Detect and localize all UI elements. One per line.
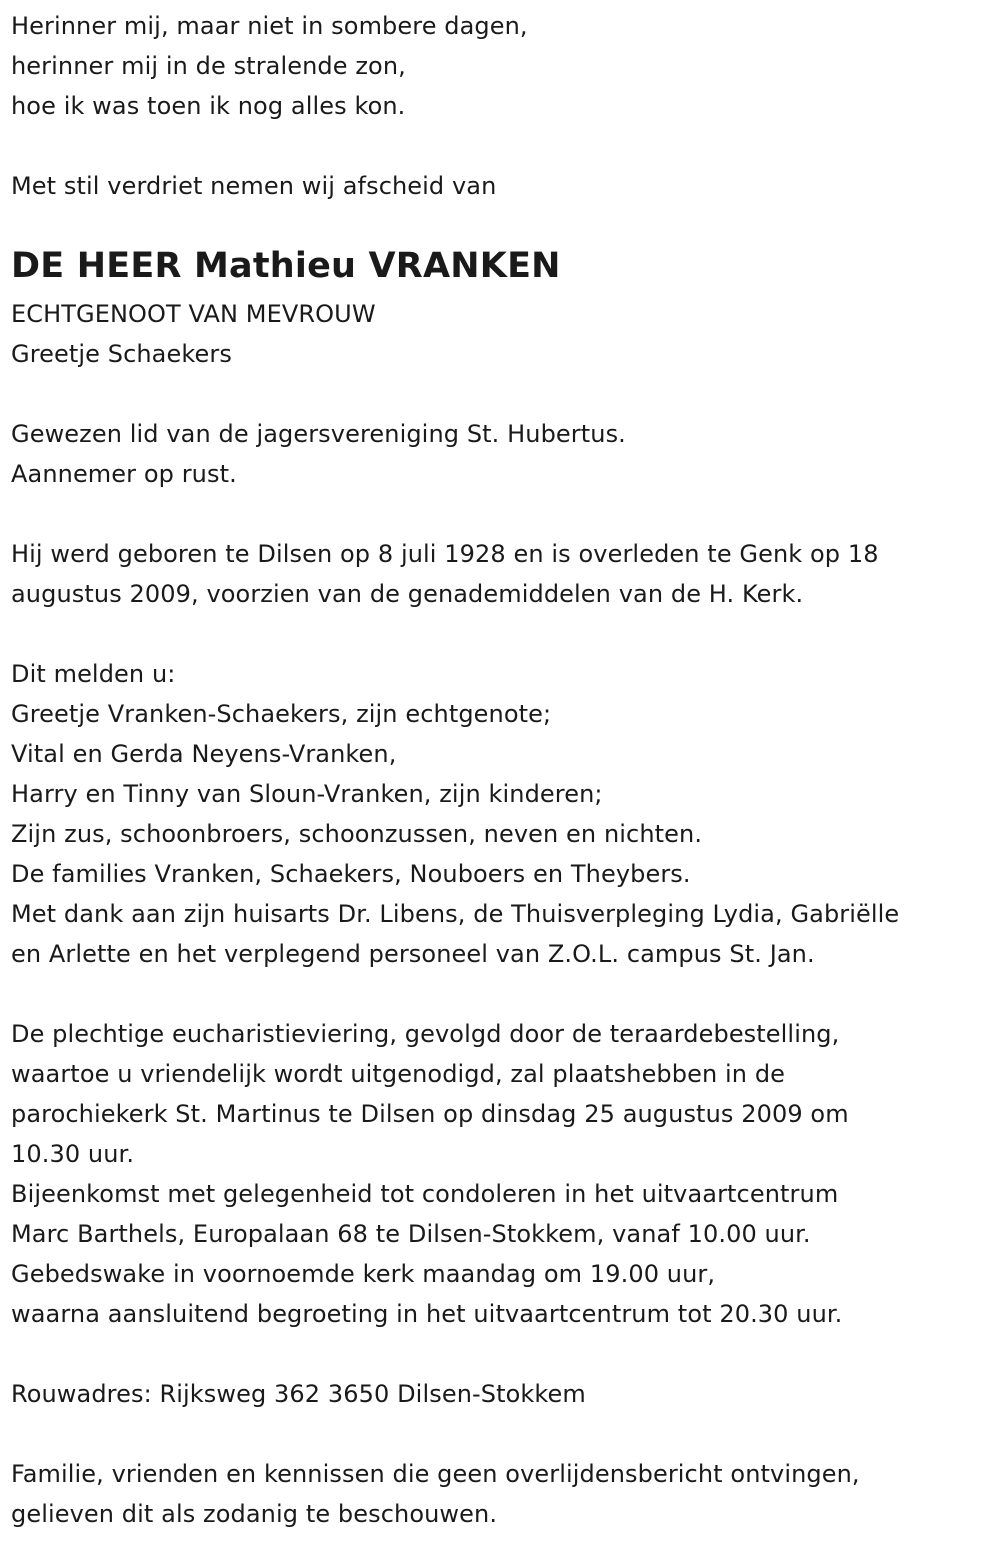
announcer-line: en Arlette en het verplegend personeel van Z.O.L. campus St. Jan.: [11, 940, 815, 968]
occupation-line: Aannemer op rust.: [11, 460, 237, 488]
poem-line: herinner mij in de stralende zon,: [11, 52, 406, 80]
closing-line: Familie, vrienden en kennissen die geen overlijdensbericht ontvingen,: [11, 1460, 860, 1488]
poem-line: Herinner mij, maar niet in sombere dagen,: [11, 12, 528, 40]
announcer-line: Greetje Vranken-Schaekers, zijn echtgenote;: [11, 700, 552, 728]
poem-line: hoe ik was toen ik nog alles kon.: [11, 92, 406, 120]
occupation-line: Gewezen lid van de jagersvereniging St. Hubertus.: [11, 420, 626, 448]
funeral-line: De plechtige eucharistieviering, gevolgd door de teraardebestelling,: [11, 1020, 840, 1048]
spouse-name: Greetje Schaekers: [11, 340, 232, 368]
announcer-line: Zijn zus, schoonbroers, schoonzussen, neven en nichten.: [11, 820, 703, 848]
announcer-line: Met dank aan zijn huisarts Dr. Libens, de Thuisverpleging Lydia, Gabriëlle: [11, 900, 900, 928]
mourning-address: Rouwadres: Rijksweg 362 3650 Dilsen-Stokkem: [11, 1380, 586, 1408]
funeral-line: Gebedswake in voornoemde kerk maandag om 19.00 uur,: [11, 1260, 716, 1288]
announcer-line: Harry en Tinny van Sloun-Vranken, zijn kinderen;: [11, 780, 603, 808]
announcer-line: Dit melden u:: [11, 660, 176, 688]
intro-text: Met stil verdriet nemen wij afscheid van: [11, 172, 497, 200]
funeral-line: waartoe u vriendelijk wordt uitgenodigd, zal plaatshebben in de: [11, 1060, 786, 1088]
closing-line: gelieven dit als zodanig te beschouwen.: [11, 1500, 498, 1528]
funeral-line: Marc Barthels, Europalaan 68 te Dilsen-Stokkem, vanaf 10.00 uur.: [11, 1220, 811, 1248]
funeral-line: waarna aansluitend begroeting in het uitvaartcentrum tot 20.30 uur.: [11, 1300, 843, 1328]
funeral-line: Bijeenkomst met gelegenheid tot condoleren in het uitvaartcentrum: [11, 1180, 839, 1208]
birth-death-line: Hij werd geboren te Dilsen op 8 juli 1928 en is overleden te Genk op 18: [11, 540, 879, 568]
announcer-line: De families Vranken, Schaekers, Nouboers en Theybers.: [11, 860, 691, 888]
spouse-title: ECHTGENOOT VAN MEVROUW: [11, 300, 376, 328]
deceased-name: DE HEER Mathieu VRANKEN: [11, 246, 561, 286]
funeral-line: parochiekerk St. Martinus te Dilsen op dinsdag 25 augustus 2009 om: [11, 1100, 849, 1128]
funeral-line: 10.30 uur.: [11, 1140, 135, 1168]
birth-death-line: augustus 2009, voorzien van de genademiddelen van de H. Kerk.: [11, 580, 804, 608]
announcer-line: Vital en Gerda Neyens-Vranken,: [11, 740, 397, 768]
